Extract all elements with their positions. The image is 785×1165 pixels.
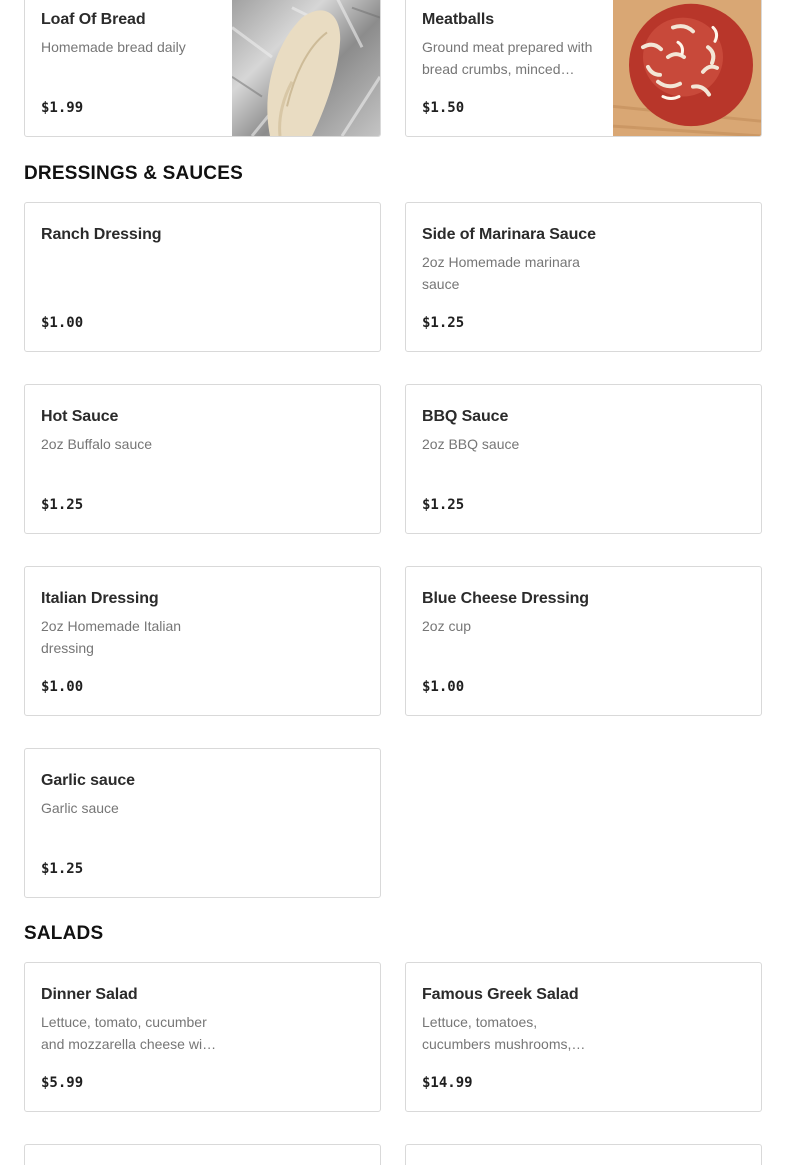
menu-item-card-loaf-of-bread[interactable]	[24, 0, 381, 137]
menu-item-description: 2oz Homemade marinara sauce	[422, 254, 580, 292]
menu-item-price: $1.25	[41, 861, 84, 877]
menu-item-price: $1.00	[41, 679, 84, 695]
menu-item-card-italian-dressing[interactable]	[24, 566, 381, 716]
menu-item-name: BBQ Sauce	[422, 408, 509, 425]
menu-item-description: Garlic sauce	[41, 800, 119, 816]
menu-item-name: Ranch Dressing	[41, 226, 162, 243]
menu-item-card-famous-greek-salad[interactable]	[405, 962, 762, 1112]
bread-photo	[232, 0, 380, 136]
menu-item-card-ranch-dressing[interactable]	[24, 202, 381, 352]
menu-item-card-meatballs[interactable]	[405, 0, 762, 137]
section-title-dressings-sauces: DRESSINGS & SAUCES	[24, 163, 243, 184]
menu-item-name: Garlic sauce	[41, 772, 135, 789]
menu-item-card-dinner-salad[interactable]	[24, 962, 381, 1112]
menu-item-description: 2oz BBQ sauce	[422, 436, 520, 452]
menu-item-name: Hot Sauce	[41, 408, 119, 425]
menu-item-price: $1.99	[41, 100, 84, 116]
menu-item-name: Famous Greek Salad	[422, 986, 579, 1003]
menu-item-card-hot-sauce[interactable]	[24, 384, 381, 534]
menu-item-description: 2oz cup	[422, 618, 472, 634]
menu-item-price: $1.25	[422, 315, 465, 331]
section-title-salads: SALADS	[24, 923, 104, 944]
menu-item-price: $1.00	[41, 315, 84, 331]
menu-item-name: Italian Dressing	[41, 590, 159, 607]
menu-item-name: Loaf Of Bread	[41, 11, 146, 28]
menu-item-name: Side of Marinara Sauce	[422, 226, 596, 243]
menu-item-card-side-of-marinara-sauce[interactable]	[405, 202, 762, 352]
meatballs-photo	[613, 0, 761, 136]
menu-item-card-garlic-sauce[interactable]	[24, 748, 381, 898]
menu-item-price: $5.99	[41, 1075, 84, 1091]
menu-item-description: Lettuce, tomato, cucumber and mozzarella cheese wi…	[41, 1014, 217, 1052]
menu-item-description: Homemade bread daily	[41, 39, 186, 55]
menu-item-description: Ground meat prepared with bread crumbs, minced…	[422, 39, 593, 77]
menu-item-card-blue-cheese-dressing[interactable]	[405, 566, 762, 716]
menu-item-name: Blue Cheese Dressing	[422, 590, 589, 607]
menu-item-price: $1.00	[422, 679, 465, 695]
menu-item-name: Dinner Salad	[41, 986, 138, 1003]
menu-item-description: 2oz Homemade Italian dressing	[41, 618, 182, 656]
menu-item-description: Lettuce, tomatoes, cucumbers mushrooms,…	[422, 1014, 586, 1052]
menu-item-name: Meatballs	[422, 11, 495, 28]
menu-item-card-partial[interactable]	[24, 1144, 381, 1165]
menu-item-card-bbq-sauce[interactable]	[405, 384, 762, 534]
menu-item-price: $1.50	[422, 100, 465, 116]
menu-item-price: $1.25	[41, 497, 84, 513]
menu-item-card-partial[interactable]	[405, 1144, 762, 1165]
menu-item-price: $14.99	[422, 1075, 473, 1091]
menu-item-price: $1.25	[422, 497, 465, 513]
menu-item-description: 2oz Buffalo sauce	[41, 436, 153, 452]
